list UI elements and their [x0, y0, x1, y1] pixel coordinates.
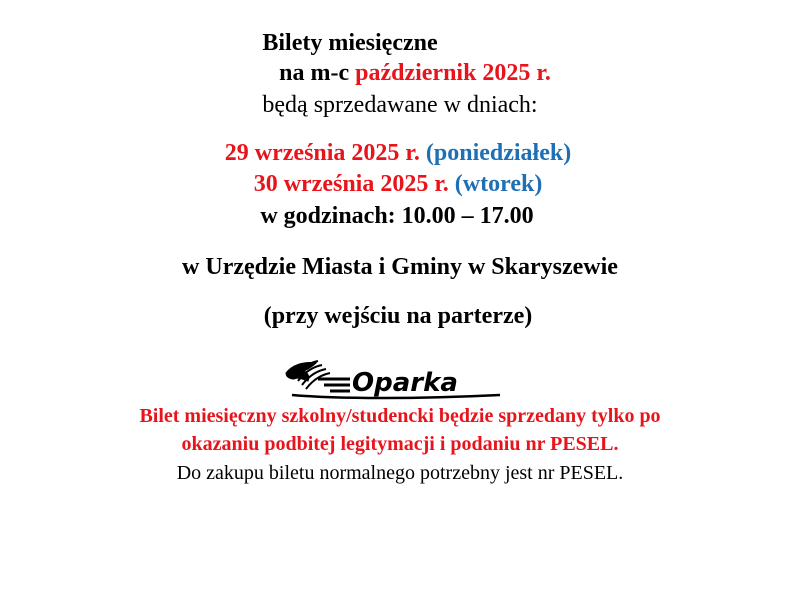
hours-text: w godzinach: 10.00 – 17.00	[260, 203, 534, 229]
sold-on-text: będą sprzedawane w dniach:	[262, 92, 538, 118]
oparka-logo	[278, 355, 502, 403]
month-value: październik 2025 r.	[355, 60, 551, 86]
office-text: w Urzędzie Miasta i Gminy w Skaryszewie	[182, 254, 618, 280]
month-line	[15, 60, 800, 87]
date-line-1	[0, 140, 798, 167]
date-line-2	[0, 171, 798, 198]
entrance-text: (przy wejściu na parterze)	[263, 303, 533, 329]
logo-text: Oparka	[352, 368, 458, 398]
student-note-line-1: Bilet miesięczny szkolny/studencki będzie sprzedany tylko po	[139, 405, 661, 427]
date-1: 29 września 2025 r.	[224, 140, 420, 166]
student-note-line-2: okazaniu podbitej legitymacji i podaniu nr PESEL.	[181, 433, 619, 455]
normal-ticket-note: Do zakupu biletu normalnego potrzebny jest nr PESEL.	[176, 462, 624, 484]
date-1-day: (poniedziałek)	[425, 140, 572, 166]
date-2-day: (wtorek)	[454, 171, 543, 197]
date-2: 30 września 2025 r.	[253, 171, 449, 197]
title: Bilety miesięczne	[262, 30, 438, 56]
month-prefix: na m-c	[279, 60, 350, 86]
